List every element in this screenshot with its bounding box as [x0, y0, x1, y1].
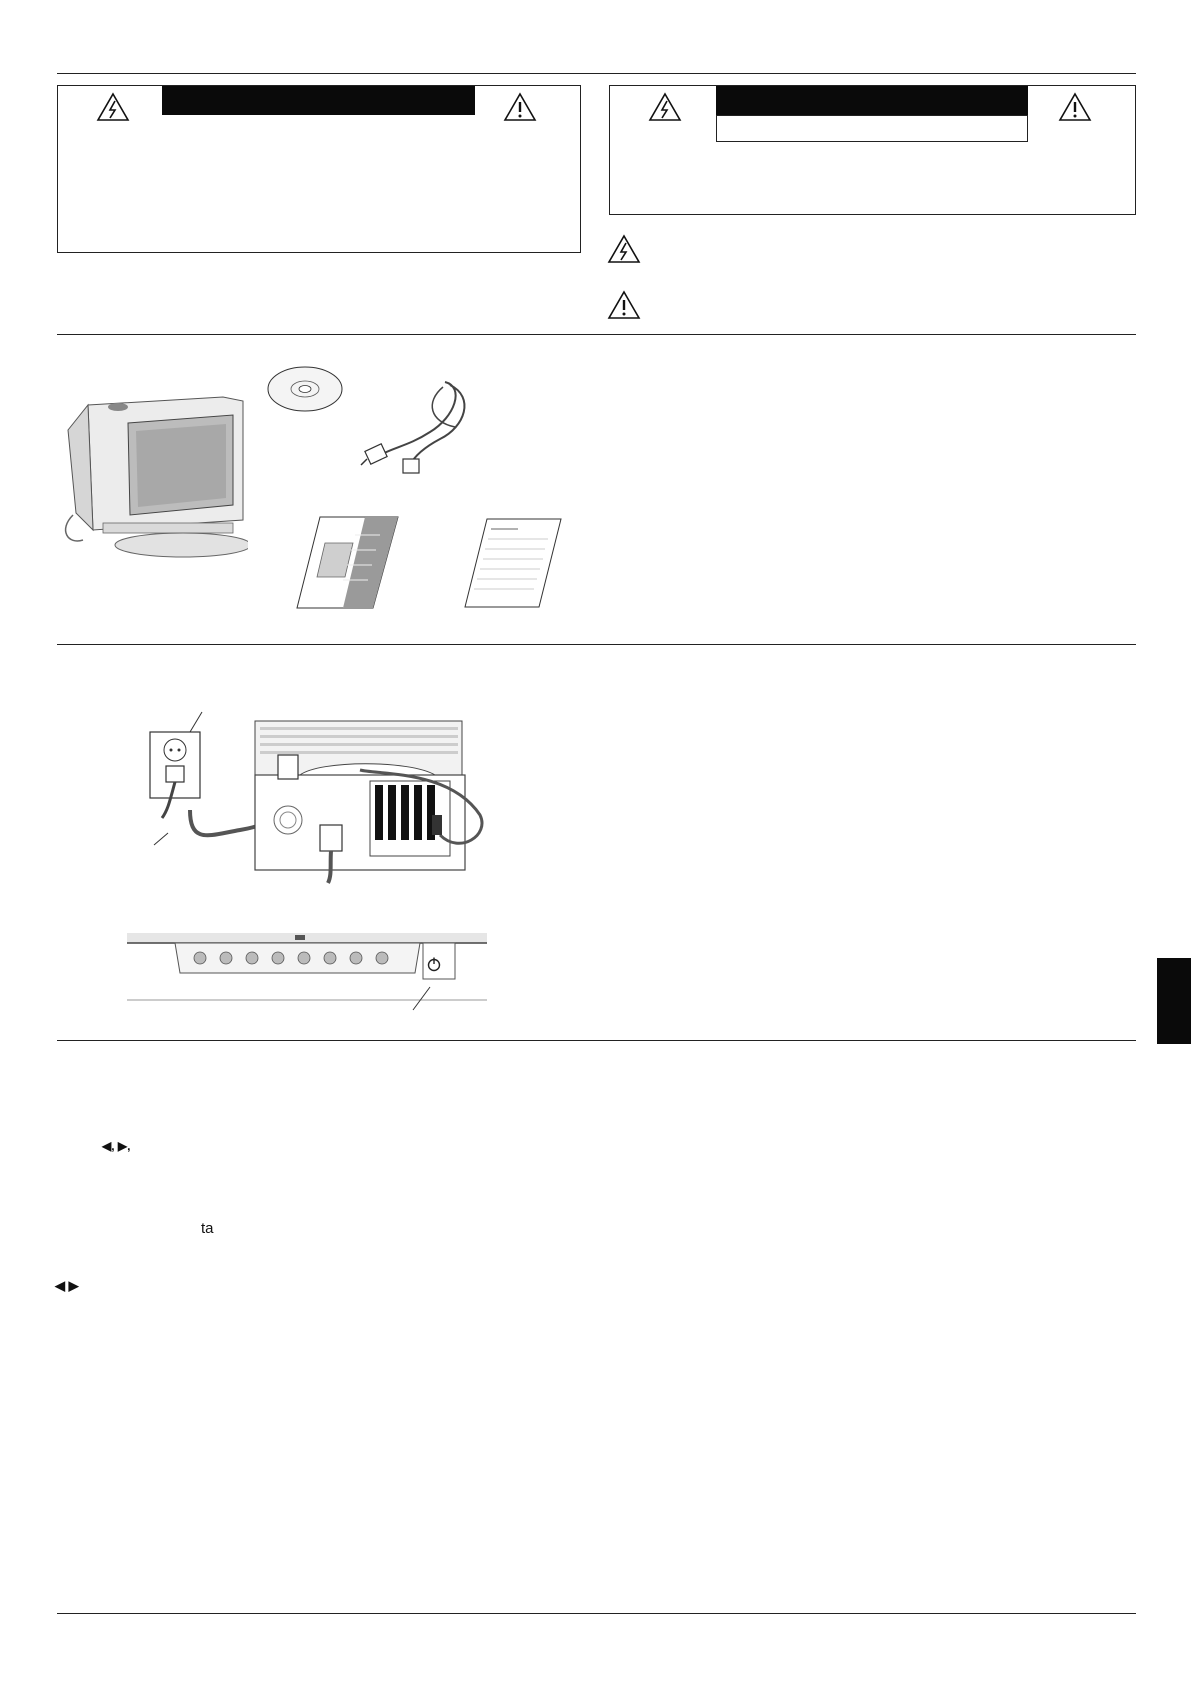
computer-rear-panel-illustration — [150, 715, 500, 885]
section-rule-contents — [57, 334, 1136, 335]
section-rule-connection — [57, 644, 1136, 645]
caution-subheading-bar-right — [716, 115, 1028, 142]
monitor-illustration — [58, 395, 248, 565]
arrow-keys-label-1: ◀, ▶, — [102, 1139, 131, 1153]
arrow-keys-label-2: ◀ ▶ — [55, 1278, 79, 1293]
quick-reference-icon — [463, 517, 563, 609]
power-cord-icon — [355, 377, 495, 477]
section-rule-controls — [57, 1040, 1136, 1041]
bottom-rule — [57, 1613, 1136, 1614]
warning-heading-bar-left — [162, 86, 475, 115]
electric-shock-warning-icon — [96, 92, 130, 122]
monitor-front-panel-illustration — [125, 925, 490, 1035]
caution-exclamation-icon — [607, 290, 641, 320]
user-manual-icon — [295, 515, 400, 610]
caution-exclamation-icon — [1058, 92, 1092, 122]
cd-rom-icon — [265, 364, 345, 414]
electric-shock-warning-icon — [648, 92, 682, 122]
caution-box-right — [609, 85, 1136, 215]
electric-shock-warning-icon — [607, 234, 641, 264]
text-fragment-ta: ta — [201, 1220, 214, 1237]
power-button-icon — [426, 956, 442, 972]
language-tab-marker — [1157, 958, 1191, 1044]
caution-exclamation-icon — [503, 92, 537, 122]
top-rule — [57, 73, 1136, 74]
caution-heading-bar-right — [716, 86, 1028, 115]
warning-box-left — [57, 85, 581, 253]
